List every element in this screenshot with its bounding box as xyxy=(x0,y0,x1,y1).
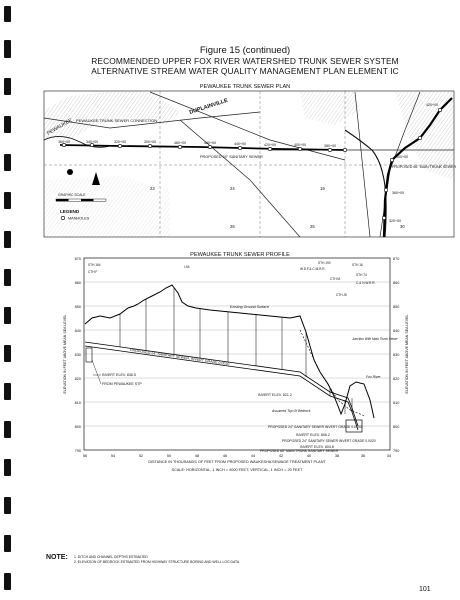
notes-label: NOTE: xyxy=(46,554,68,561)
y-axis-label-right: ELEVATION IN FEET ABOVE MEAN SEA LEVEL xyxy=(405,314,409,394)
road-tag: CTH M xyxy=(330,277,341,281)
road-tag: STH 164 xyxy=(88,263,101,267)
y-tick-label: 870 xyxy=(393,257,400,261)
annotation-from-stp: FROM PEWAUKEE STP xyxy=(102,382,142,386)
annotation-invert-8062: INVERT ELEV. 806.2 xyxy=(296,433,330,437)
y-tick-label: 840 xyxy=(74,329,81,333)
road-tag: STH 16 xyxy=(352,263,363,267)
y-tick-label: 870 xyxy=(74,257,81,261)
annotation-grade-0020: PROPOSED 24" SANITARY SEWER INVERT GRADE 0.0020 xyxy=(282,439,376,443)
legend-title: LEGEND xyxy=(60,209,80,214)
section-number: 26 xyxy=(230,224,235,229)
station-label: 320+00 xyxy=(114,140,127,144)
station-label: 460+00 xyxy=(204,141,217,145)
road-tag: C.& N.W.R.R. xyxy=(356,281,376,285)
scale-note: SCALE: HORIZONTAL, 1 INCH = 4000 FEET; VERTICAL, 1 INCH = 20 FEET xyxy=(171,468,303,472)
plan-label-sanitary: PROPOSED 24" SANITARY SEWER xyxy=(200,155,263,159)
figure-number: Figure 15 (continued) xyxy=(199,45,291,56)
station-label: 360+00 xyxy=(58,140,71,144)
annotation-main-trunk: PROPOSED 66" MAIN TRUNK SANITARY SEWER xyxy=(260,449,339,453)
station-label: 360+00 xyxy=(392,191,405,195)
x-tick-label: 36 xyxy=(360,454,366,458)
x-tick-label: 44 xyxy=(250,454,256,458)
section-number: 19 xyxy=(320,186,325,191)
road-tag: CTH F xyxy=(88,270,98,274)
station-label: 420+00 xyxy=(264,143,277,147)
x-tick-label: 50 xyxy=(166,454,172,458)
y-tick-label: 860 xyxy=(74,281,81,285)
pewaukee-stp-marker xyxy=(67,169,73,175)
y-tick-label: 860 xyxy=(393,281,400,285)
annotation-fox-river: Fox River xyxy=(366,375,381,379)
x-tick-label: 46 xyxy=(222,454,228,458)
profile-chart xyxy=(63,257,409,472)
y-tick-label: 810 xyxy=(393,401,400,405)
y-tick-label: 830 xyxy=(74,353,81,357)
y-tick-label: 800 xyxy=(74,425,81,429)
figure-title-line2: ALTERNATIVE STREAM WATER QUALITY MANAGEMENT PLAN ELEMENT IC xyxy=(91,66,399,76)
page-number: 101 xyxy=(419,586,431,593)
annotation-invert-8048: INVERT ELEV. 804.8 xyxy=(300,445,334,449)
manhole-legend-icon xyxy=(61,216,64,219)
x-tick-label: 34 xyxy=(386,454,392,458)
svg-text:GRAPHIC SCALE: GRAPHIC SCALE xyxy=(58,193,86,197)
figure-title-line1: RECOMMENDED UPPER FOX RIVER WATERSHED TRUNK SEWER SYSTEM xyxy=(91,56,399,66)
annotation-bedrock: Assumed Top Of Bedrock xyxy=(272,409,311,413)
x-tick-label: 42 xyxy=(278,454,284,458)
section-number: 30 xyxy=(400,224,405,229)
station-label: 380+00 xyxy=(324,144,337,148)
road-tag: W.D.F.& C.M.R.R. xyxy=(300,267,326,271)
y-tick-label: 830 xyxy=(393,353,400,357)
road-tag: STH 74 xyxy=(356,273,367,277)
y-tick-label: 810 xyxy=(74,401,81,405)
annotation-ground: Existing Ground Surface xyxy=(230,305,269,309)
y-axis-label-left: ELEVATION IN FEET ABOVE MEAN SEA LEVEL xyxy=(63,314,67,394)
y-tick-label: 850 xyxy=(393,305,400,309)
y-tick-label: 790 xyxy=(393,449,400,453)
plan-map xyxy=(44,91,457,237)
station-label: 420+00 xyxy=(426,103,439,107)
section-number: 25 xyxy=(310,224,315,229)
note-line: 1. DITCH AND CHANNEL DEPTHS ESTIMATED xyxy=(74,555,148,559)
x-tick-label: 48 xyxy=(194,454,200,458)
annotation-invert-8212: INVERT ELEV. 821.2 xyxy=(258,393,292,397)
road-tag: CTH JK xyxy=(336,293,348,297)
station-label: 400+00 xyxy=(396,155,409,159)
plan-label-main-trunk: PROPOSED 66" MAIN TRUNK SEWER xyxy=(392,165,457,169)
x-axis-label: DISTANCE IN THOUSANDS OF FEET FROM PROPOSED WAUKESHA SEWAGE TREATMENT PLANT xyxy=(148,460,326,464)
section-number: 23 xyxy=(150,186,155,191)
y-tick-label: 820 xyxy=(393,377,400,381)
annotation-sewer-grade: PROPOSED 24" SANITARY SEWER, INVERT GRADE 0.0010 xyxy=(129,348,230,367)
road-tag: STH 190 xyxy=(318,261,331,265)
section-number: 24 xyxy=(230,186,235,191)
annotation-junction: Junction With Main Trunk Sewer xyxy=(352,337,398,341)
y-tick-label: 820 xyxy=(74,377,81,381)
x-tick-label: 54 xyxy=(110,454,116,458)
road-tag: I-94 xyxy=(184,265,190,269)
legend-manholes: MANHOLES xyxy=(68,216,90,221)
profile-title: PEWAUKEE TRUNK SEWER PROFILE xyxy=(190,252,290,258)
annotation-invert-8365: INVERT ELEV. 836.5 xyxy=(102,373,136,377)
station-label: 320+00 xyxy=(389,219,402,223)
x-tick-label: 40 xyxy=(306,454,312,458)
note-line: 2. ELEVATION OF BEDROCK ESTIMATED FROM HIGHWAY STRUCTURE BORING AND WELL LOG DATA xyxy=(74,559,240,564)
plan-label-pewaukee: PEWAUKEE xyxy=(46,117,74,137)
notes-list xyxy=(74,555,239,564)
plan-title: PEWAUKEE TRUNK SEWER PLAN xyxy=(199,84,291,90)
x-tick-label: 38 xyxy=(334,454,340,458)
station-label: 440+00 xyxy=(234,142,247,146)
plan-label-duplainville: DUPLAINVILLE xyxy=(188,97,229,116)
x-tick-label: 52 xyxy=(138,454,144,458)
y-tick-label: 850 xyxy=(74,305,81,309)
annotation-grade-0100: PROPOSED 24" SANITARY SEWER INVERT GRADE 0.0100 xyxy=(268,425,362,429)
y-tick-label: 800 xyxy=(393,425,400,429)
x-tick-label: 56 xyxy=(82,454,88,458)
y-tick-label: 840 xyxy=(393,329,400,333)
station-label: 480+00 xyxy=(174,141,187,145)
y-tick-label: 790 xyxy=(74,449,81,453)
station-label: 400+00 xyxy=(294,143,307,147)
station-label: 340+00 xyxy=(86,140,99,144)
plan-label-connection: PEWAUKEE TRUNK SEWER CONNECTION xyxy=(76,118,158,123)
station-label: 300+00 xyxy=(144,140,157,144)
